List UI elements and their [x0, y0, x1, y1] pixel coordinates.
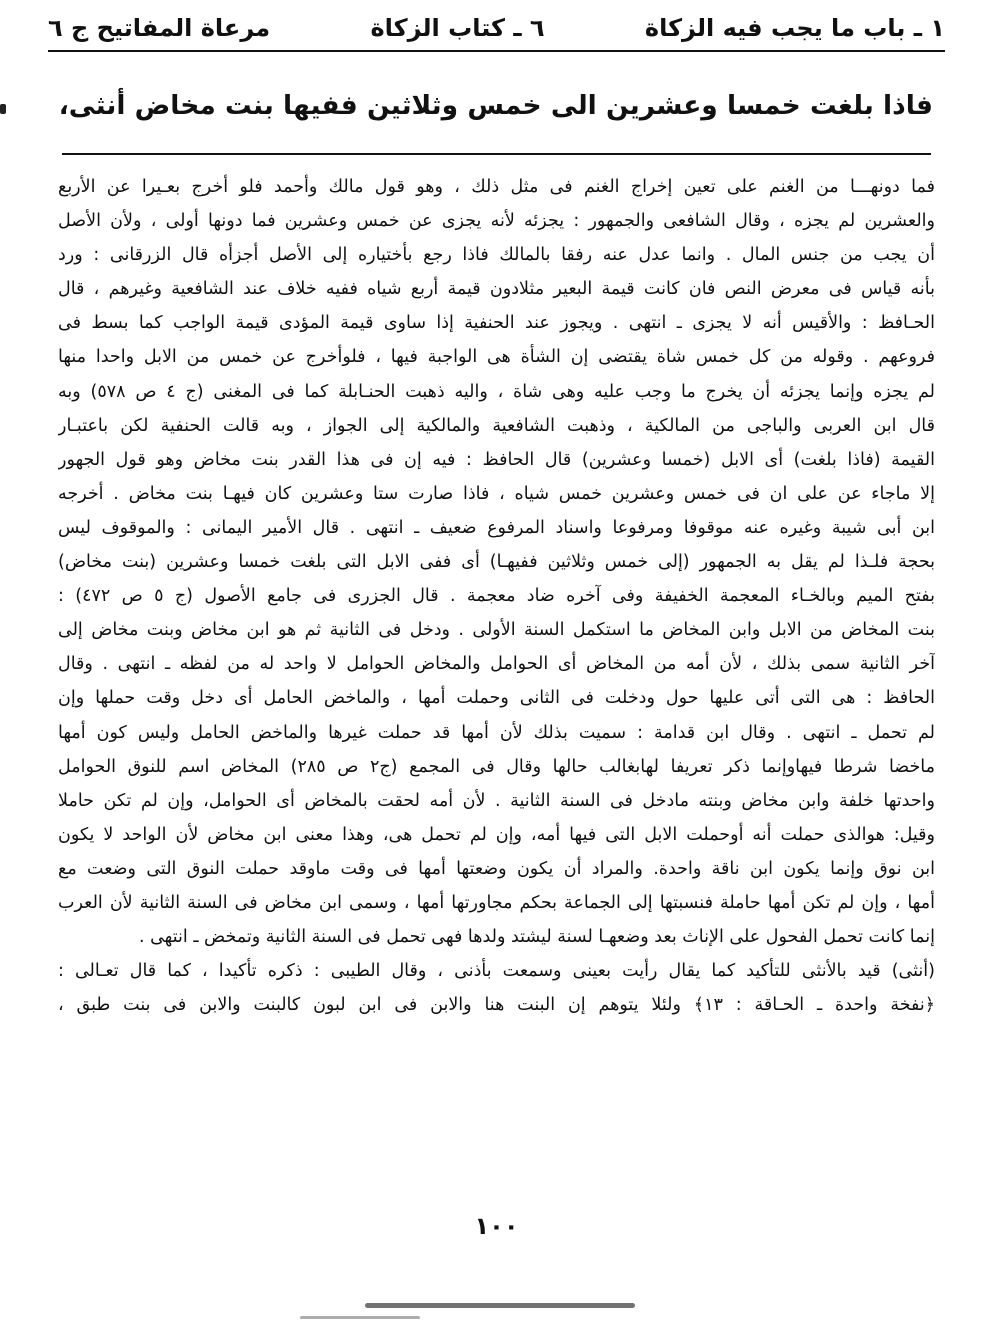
text-line: قال ابن العربى والباجى من المالكية ، وذهبت الشافعية والمالكية إلى الجواز ، وبه قالت الحنفية لكن باعتبـار [58, 415, 935, 436]
text-line: الحافظ : هى التى أتى عليها حول ودخلت فى الثانى وحملت أمها ، والماخض الحامل أى دخل وقت حملها وإن [58, 688, 935, 709]
text-line: والعشرين لم يجزه ، وقال الشافعى والجمهور : يجزئه لأنه يجزى عن خمس وعشرين فما دونها أولى ، ولأن الأصل [58, 211, 935, 232]
header-chapter: ٦ ـ كتاب الزكاة [370, 14, 545, 42]
header-book-title: مرعاة المفاتيح ج ٦ [48, 14, 271, 42]
page-number: ١٠٠ [474, 1212, 519, 1240]
text-line: واحدتها خلفة وابن مخاض وبنته مادخل فى السنة الثانية . لأن أمه لحقت بالمخاض أى الحوامل، وإن لم تكن حاملا [58, 790, 935, 811]
text-line: لم تحمل ـ انتهى . وقال ابن قدامة : سميت بذلك لأن أمها قد حملت غيرها والماخض الحامل وليس كون أمها [58, 722, 935, 743]
header-section: ١ ـ باب ما يجب فيه الزكاة [644, 14, 945, 42]
text-line: بحجة فلـذا لم يقل به الجمهور (إلى خمس وثلاثين ففيهـا) أى ففى الابل التى بلغت خمسا وعشرين (بنت مخاض) [58, 552, 935, 573]
text-line: ﴿نفخة واحدة ـ الحـاقة : ١٣﴾ ولئلا يتوهم إن البنت هنا والابن فى ابن لبون كالبنت والابن فى بنت طبق ، [58, 995, 935, 1016]
text-line: فما دونهـــا من الغنم على تعين إخراج الغنم فى مثل ذلك ، وهو قول مالك وأحمد فلو أخرج بعـيرا عن الأربع [58, 177, 935, 197]
text-line: إنما كانت تحمل الفحول على الإناث بعد وضعهـا لسنة ليشتد ولدها فهى تحمل فى السنة الثانية وتمخض ـ انتهى . [138, 927, 935, 948]
text-line: فروعهم . وقوله من كل خمس شاة يقتضى إن الشأة هى الواجبة فيها ، فلوأخرج عن خمس من الابل واحدا منها [58, 347, 935, 368]
text-line: الحـافظ : والأقيس أنه لا يجزى ـ انتهى . ويجوز عند الحنفية إذا ساوى قيمة المؤدى قيمة الواجب كما بسط فى [58, 313, 935, 334]
header-rule [48, 50, 945, 52]
text-line: أمها ، وإن لم تكن أمها حاملة فنسبتها إلى الجماعة بحكم مجاورتها أمها ، وسمى ابن مخاض فى السنة الثانية لأن العرب [58, 892, 935, 913]
text-line: أن يجب من جنس المال . وانما عدل عنه رفقا بالمالك فاذا رجع بأختياره إلى الأصل أجزأه قال الزرقانى : ورد [58, 245, 935, 266]
separator-rule [62, 153, 931, 155]
text-line: وقيل: هوالذى حملت أنه أوحملت الابل التى فيها أمه، وإن لم تحمل هى، وهذا معنى ابن مخاض لأن الواحد لا يكون [58, 824, 935, 845]
scan-edge-mark [0, 104, 6, 114]
hadith-text: فاذا بلغت خمسا وعشرين الى خمس وثلاثين ففيها بنت مخاض أنثى، [58, 90, 933, 121]
text-line: ابن نوق وإنما يكون ابن ناقة واحدة. والمراد أن يكون وضعتها أمها فى وقت ماوقد حملت النوق التى وضعت مع [58, 858, 935, 879]
text-line: لم يجزه وإنما يجزئه أن يخرج ما وجب عليه وهى شاة ، واليه ذهبت الحنـابلة كما فى المغنى (ج ٤ ص ٥٧٨) وبه [58, 381, 935, 402]
text-line: بنت المخاض من الابل وابن المخاض ما استكمل السنة الأولى . ودخل فى الثانية ثم هو ابن مخاض وبنت مخاض إلى [58, 620, 935, 641]
text-line: إلا ماجاء عن على ان فى خمس وعشرين خمس شياه ، فاذا صارت ستا وعشرين كان فيهـا بنت مخاض . أخرجه [58, 483, 935, 504]
commentary-body [58, 170, 935, 1022]
text-line: ابن أبى شيبة وغيره عنه موقوفا ومرفوعا واسناد المرفوع ضعيف ـ انتهى . قال الأمير اليمانى : والموقوف ليس [58, 517, 935, 538]
text-line: ماخضا شرطا فيهاوإنما ذكر تعريفا لهابغالب حالها وقال فى المجمع (ج٢ ص ٢٨٥) المخاض اسم للنوق الحوامل [58, 756, 935, 777]
scan-smudge [365, 1303, 635, 1308]
text-line: بأنه قياس فى معرض النص فان كانت قيمة البعير مثلادون قيمة أربع شياه ففيه خلاف عند الشافعية وغيرهم ، قال [58, 279, 935, 300]
text-line: آخر الثانية سمى بذلك ، لأن أمه من المخاض أى الحوامل والمخاض الحوامل لا واحد له من لفظه ـ انتهى . وقال [58, 654, 935, 675]
text-line: بفتح الميم وبالخـاء المعجمة الخفيفة وفى آخره ضاد معجمة . قال الجزرى فى جامع الأصول (ج ٥ ص ٤٧٢) : [58, 586, 935, 607]
running-header [48, 8, 945, 48]
scan-smudge [300, 1316, 420, 1319]
text-line: (أنثى) قيد بالأنثى للتأكيد كما يقال رأيت بعينى وسمعت بأذنى ، وقال الطيبى : ذكره تأكيدا ، كما قال تعـالى : [58, 961, 935, 982]
text-line: القيمة (فاذا بلغت) أى الابل (خمسا وعشرين) قال الحافظ : فيه إن فى هذا القدر بنت مخاض وهو قول الجهور [58, 449, 935, 470]
